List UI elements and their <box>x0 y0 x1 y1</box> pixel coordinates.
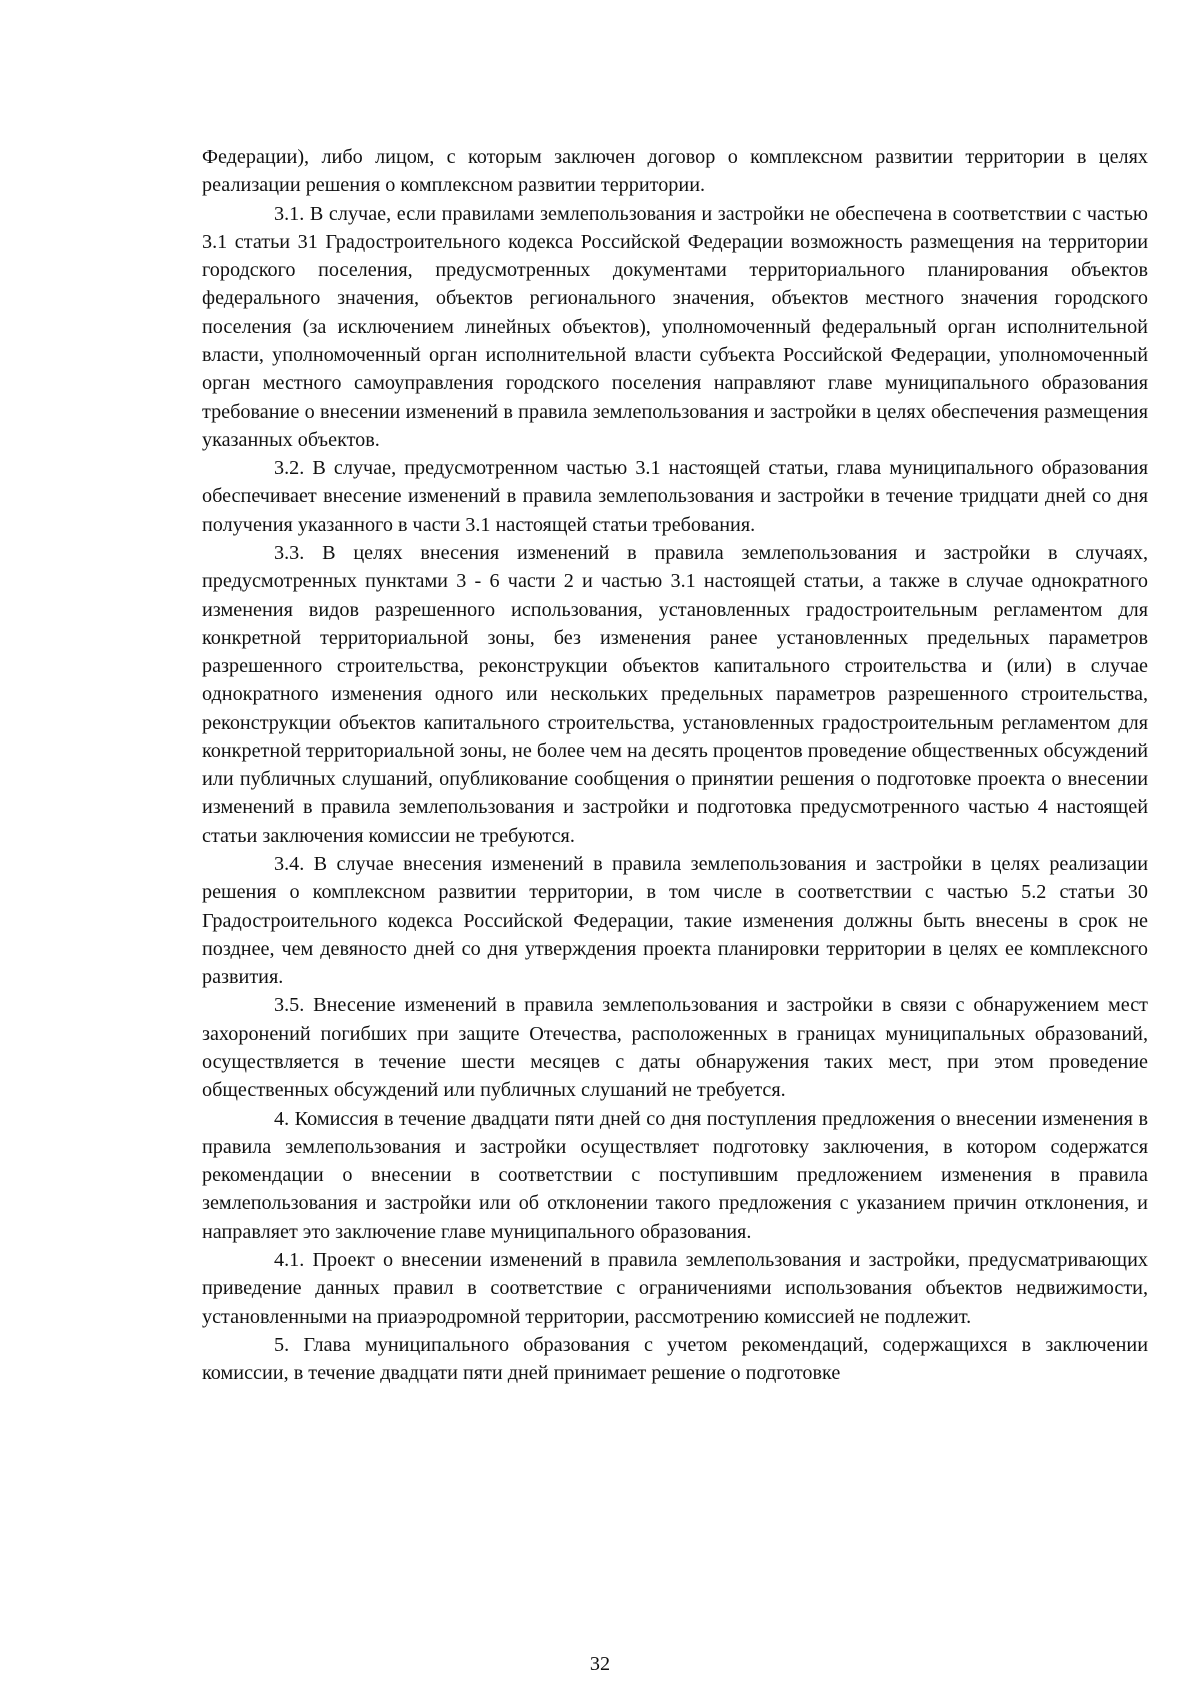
page-number: 32 <box>589 1653 611 1675</box>
paragraph-3-2: 3.2. В случае, предусмотренном частью 3.1 настоящей статьи, глава муниципального образования обеспечивает внесение изменений в правила землепользования и застройки в течение тридцати дней со дня получения указанного в части 3.1 настоящей статьи требования. <box>202 457 1148 536</box>
paragraph-3-3: 3.3. В целях внесения изменений в правила землепользования и застройки в случаях, предусмотренных пунктами 3 - 6 части 2 и частью 3.1 настоящей статьи, а также в случае однократного изменения видов разрешенного использования, установленных градостроительным регламентом для конкретной территориальной зоны, без изменения ранее установленных предельных параметров разрешенного строительства, реконструкции объектов капитального строительства и (или) в случае однократного изменения одного или нескольких предельных параметров разрешенного строительства, реконструкции объектов капитального строительства, установленных градостроительным регламентом для конкретной территориальной зоны, не более чем на десять процентов проведение общественных обсуждений или публичных слушаний, опубликование сообщения о принятии решения о подготовке проекта о внесении изменений в правила землепользования и застройки и подготовка предусмотренного частью 4 настоящей статьи заключения комиссии не требуются. <box>202 541 1148 847</box>
paragraph-4-1: 4.1. Проект о внесении изменений в правила землепользования и застройки, предусматривающих приведение данных правил в соответствие с ограничениями использования объектов недвижимости, установленными на приаэродромной территории, рассмотрению комиссией не подлежит. <box>202 1248 1148 1328</box>
paragraph-5: 5. Глава муниципального образования с учетом рекомендаций, содержащихся в заключении комиссии, в течение двадцати пяти дней принимает решение о подготовке <box>202 1333 1148 1385</box>
paragraph-continuation: Федерации), либо лицом, с которым заключен договор о комплексном развитии территории в целях реализации решения о комплексном развитии территории. <box>202 146 1148 197</box>
paragraph-4: 4. Комиссия в течение двадцати пяти дней со дня поступления предложения о внесении изменения в правила землепользования и застройки осуществляет подготовку заключения, в котором содержатся рекомендации о внесении в соответствии с поступившим предложением изменения в правила землепользования и застройки или об отклонении такого предложения с указанием причин отклонения, и направляет это заключение главе муниципального образования. <box>202 1107 1148 1243</box>
paragraph-3-4: 3.4. В случае внесения изменений в правила землепользования и застройки в целях реализации решения о комплексном развитии территории, в том числе в соответствии с частью 5.2 статьи 30 Градостроительного кодекса Российской Федерации, такие изменения должны быть внесены в срок не позднее, чем девяносто дней со дня утверждения проекта планировки территории в целях ее комплексного развития. <box>202 853 1148 989</box>
document-body <box>202 143 1148 1387</box>
paragraph-3-1: 3.1. В случае, если правилами землепользования и застройки не обеспечена в соответствии с частью 3.1 статьи 31 Градостроительного кодекса Российской Федерации возможность размещения на территории городского поселения, предусмотренных документами территориального планирования объектов федерального значения, объектов регионального значения, объектов местного значения городского поселения (за исключением линейных объектов), уполномоченный федеральный орган исполнительной власти, уполномоченный орган исполнительной власти субъекта Российской Федерации, уполномоченный орган местного самоуправления городского поселения направляют главе муниципального образования требование о внесении изменений в правила землепользования и застройки в целях обеспечения размещения указанных объектов. <box>202 202 1148 451</box>
paragraph-3-5: 3.5. Внесение изменений в правила землепользования и застройки в связи с обнаружением мест захоронений погибших при защите Отечества, расположенных в границах муниципальных образований, осуществляется в течение шести месяцев с даты обнаружения таких мест, при этом проведение общественных обсуждений или публичных слушаний не требуется. <box>202 994 1148 1102</box>
